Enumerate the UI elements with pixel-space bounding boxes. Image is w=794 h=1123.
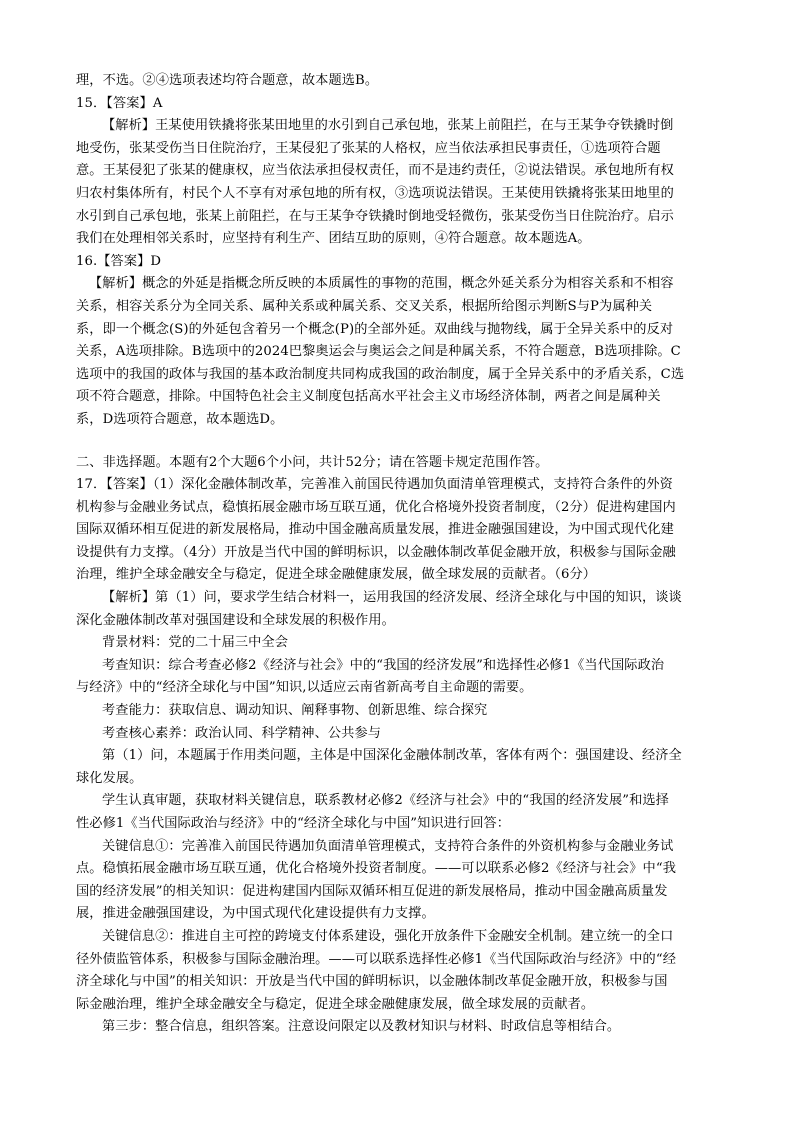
text-line: 我们在处理相邻关系时，应坚持有利生产、团结互助的原则，④符合题意。故本题选A。 — [76, 231, 591, 247]
text-line: 考查能力：获取信息、调动知识、阐释事物、创新思维、综合探究 — [102, 703, 488, 719]
text-line: 关键信息②：推进自主可控的跨境支付体系建设，强化开放条件下金融安全机制。建立统一的全口 — [102, 928, 674, 944]
text-line: 与经济》中的“经济全球化与中国”知识,以适应云南省新高考自主命题的需要。 — [76, 680, 533, 696]
text-line: 径外债监管体系，积极参与国际金融治理。——可以联系选择性必修1《当代国际政治与经济》中的“经 — [76, 951, 676, 967]
text-line: 16.【答案】D — [76, 253, 162, 269]
text-line: 球化发展。 — [76, 770, 143, 786]
text-line: 设提供有力支撑。（4分）开放是当代中国的鲜明标识，以金融体制改革促金融开放，积极参与国际金融 — [76, 544, 676, 560]
text-line: 展，推进金融强国建设，为中国式现代化建设提供有力支撑。 — [76, 906, 435, 922]
text-line: 国际双循环相互促进的新发展格局，推动中国金融高质量发展，推进金融强国建设，为中国式现代化建 — [76, 522, 674, 538]
text-line: 深化金融体制改革对强国建设和全球发展的积极作用。 — [76, 612, 395, 628]
text-line: 考查知识：综合考查必修2《经济与社会》中的“我国的经济发展”和选择性必修1《当代国际政治 — [102, 657, 665, 673]
text-line: 治理，维护全球金融安全与稳定，促进全球金融健康发展，做全球发展的贡献者。（6分） — [76, 567, 597, 583]
text-line: 【解析】概念的外延是指概念所反映的本质属性的事物的范围，概念外延关系分为相容关系和不相容 — [89, 276, 674, 292]
text-line: 二、非选择题。本题有2个大题6个小问，共计52分；请在答题卡规定范围作答。 — [76, 454, 549, 470]
text-line: 第（1）问，本题属于作用类问题，主体是中国深化金融体制改革，客体有两个：强国建设、经济全 — [102, 748, 682, 764]
text-line: 意。王某侵犯了张某的健康权，应当依法承担侵权责任，而不是违约责任，②说法错误。承包地所有权 — [76, 163, 674, 179]
text-line: 水引到自己承包地，张某上前阻拦，在与王某争夺铁撬时倒地受轻微伤，张某受伤当日住院治疗。启示 — [76, 208, 674, 224]
text-line: 第三步：整合信息，组织答案。注意设问限定以及教材知识与材料、时政信息等相结合。 — [102, 1019, 621, 1035]
text-line: 17．【答案】（1）深化金融体制改革，完善准入前国民待遇加负面清单管理模式，支持符合条件的外资 — [76, 477, 673, 493]
document-page — [76, 70, 718, 1039]
text-line: 学生认真审题，获取材料关键信息，联系教材必修2《经济与社会》中的“我国的经济发展”和选择 — [102, 793, 669, 809]
text-line: 归农村集体所有，村民个人不享有对承包地的所有权，③选项说法错误。王某使用铁撬将张某田地里的 — [76, 185, 674, 201]
text-line: 【解析】王某使用铁撬将张某田地里的水引到自己承包地，张某上前阻拦，在与王某争夺铁撬时倒 — [102, 118, 674, 134]
text-line: 关系，相容关系分为全同关系、属种关系或种属关系、交叉关系，根据所给图示判断S与P为属种关 — [76, 298, 653, 314]
text-line: 关键信息①：完善准入前国民待遇加负面清单管理模式，支持符合条件的外资机构参与金融业务试 — [102, 838, 674, 854]
text-line: 际金融治理，维护全球金融安全与稳定，促进全球金融健康发展，做全球发展的贡献者。 — [76, 996, 595, 1012]
text-line: 系，即一个概念(S)的外延包含着另一个概念(P)的全部外延。双曲线与抛物线，属于全异关系中的反对 — [76, 321, 674, 337]
text-line: 性必修1《当代国际政治与经济》中的“经济全球化与中国”知识进行回答： — [76, 816, 511, 831]
text-line: 关系，A选项排除。B选项中的2024巴黎奥运会与奥运会之间是种属关系，不符合题意，B选项排除。C — [76, 344, 681, 360]
text-line: 选项中的我国的政体与我国的基本政治制度共同构成我国的政治制度，属于全异关系中的矛盾关系，C选 — [76, 366, 685, 382]
text-line: 【解析】第（1）问，要求学生结合材料一，运用我国的经济发展、经济全球化与中国的知识，谈谈 — [102, 590, 682, 606]
text-line: 背景材料：党的二十届三中全会 — [102, 635, 289, 651]
text-line: 理，不选。②④选项表述均符合题意，故本题选B。 — [76, 73, 379, 88]
text-line: 考查核心素养：政治认同、科学精神、公共参与 — [102, 725, 382, 741]
blank-line — [76, 432, 718, 452]
text-line: 系，D选项符合题意，故本题选D。 — [76, 411, 284, 427]
text-line: 济全球化与中国”的相关知识：开放是当代中国的鲜明标识，以金融体制改革促金融开放，积极参与国 — [76, 974, 668, 990]
text-line: 项不符合题意，排除。中国特色社会主义制度包括高水平社会主义市场经济体制，两者之间是属种关 — [76, 389, 661, 405]
text-line: 地受伤，张某受伤当日住院治疗，王某侵犯了张某的人格权，应当依法承担民事责任，①选项符合题 — [76, 140, 661, 156]
text-line: 点。稳慎拓展金融市场互联互通，优化合格境外投资者制度。——可以联系必修2《经济与社会》中“我 — [76, 861, 676, 877]
text-line: 15．【答案】A — [76, 95, 163, 111]
text-line: 国的经济发展”的相关知识：促进构建国内国际双循环相互促进的新发展格局，推动中国金融高质量发 — [76, 883, 668, 899]
text-line: 机构参与金融业务试点，稳慎拓展金融市场互联互通，优化合格境外投资者制度，（2分）促进构建国内 — [76, 499, 676, 515]
